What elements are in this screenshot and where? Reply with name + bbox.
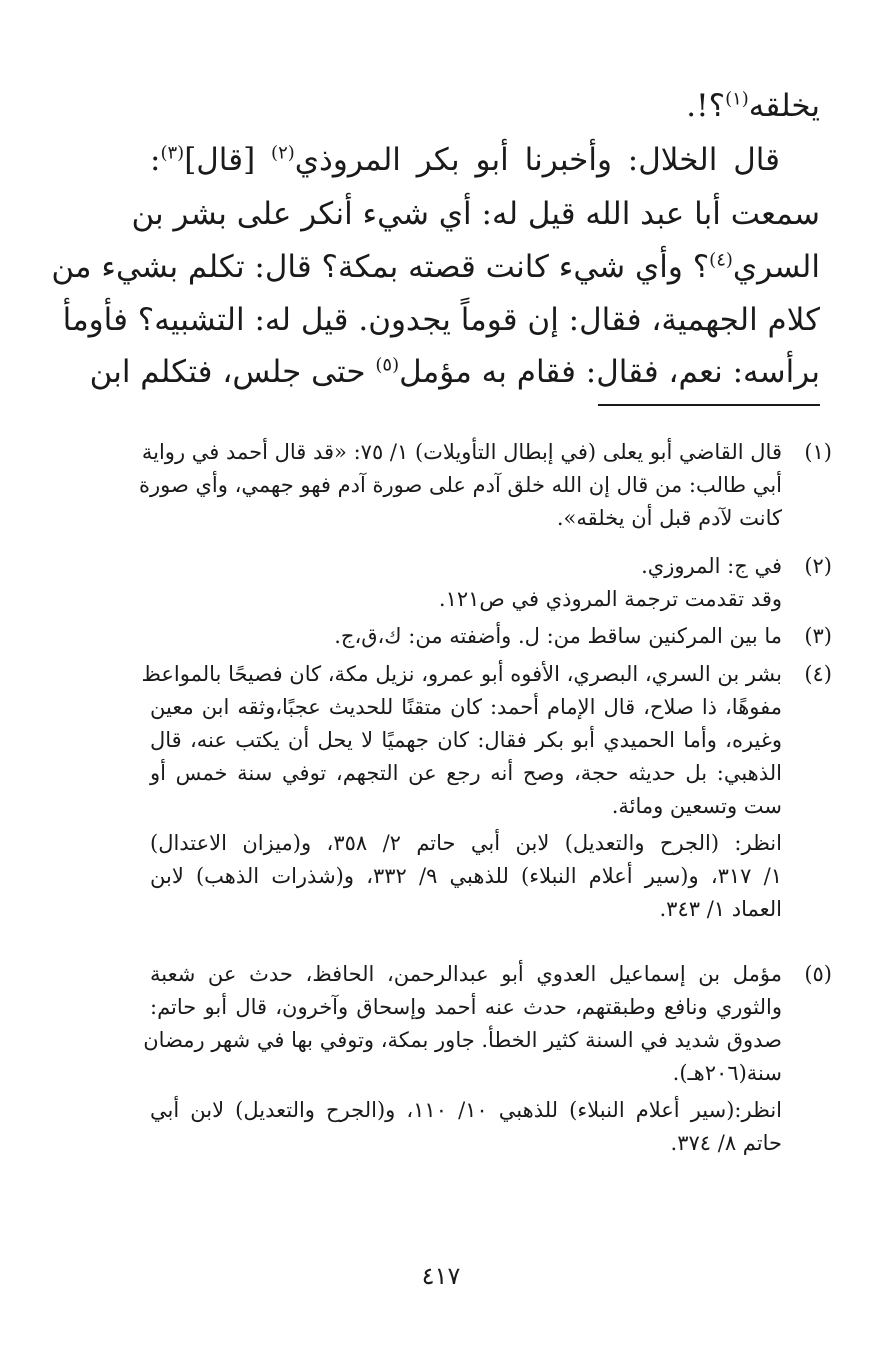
footnote-number: (٣) xyxy=(804,624,832,648)
footnote-line: وغيره، وأما الحميدي أبو بكر فقال: كان جهميًا لا يحل أن يكتب عنه، قال xyxy=(150,728,782,752)
footnote-body xyxy=(150,550,782,616)
main-text-segment: كلام الجهمية، فقال: إن قوماً يجدون. قيل له: التشبيه؟ فأومأ xyxy=(62,302,820,338)
main-text-line-3 xyxy=(131,190,820,238)
footnote-ref-2: (٢) xyxy=(271,142,295,164)
footnote-separator xyxy=(598,404,820,406)
footnote-line: في ج: المروزي. xyxy=(641,554,782,578)
main-text-segment: : xyxy=(150,142,161,178)
footnote-line: انظر: (الجرح والتعديل) لابن أبي حاتم ٢/ ٣٥٨، و(ميزان الاعتدال) xyxy=(150,831,782,855)
main-text-segment: قال الخلال: وأخبرنا أبو بكر المروذي xyxy=(294,142,780,178)
main-text-segment: حتى جلس، فتكلم ابن xyxy=(89,354,376,390)
main-text-word: يخلقه xyxy=(748,88,820,124)
footnote-ref-1: (١) xyxy=(725,88,749,110)
footnote-2 xyxy=(150,550,832,616)
main-text-punct: ؟!. xyxy=(686,88,726,124)
footnote-3 xyxy=(150,620,832,653)
footnote-line: أبي طالب: من قال إن الله خلق آدم على صورة آدم فهو جهمي، وأي صورة xyxy=(139,473,782,497)
footnote-line: كانت لآدم قبل أن يخلقه». xyxy=(556,506,782,530)
main-text-line-1 xyxy=(150,82,820,130)
footnote-ref-4: (٤) xyxy=(709,249,733,271)
footnote-body xyxy=(139,436,782,535)
footnote-body xyxy=(150,620,782,653)
main-text-line-6 xyxy=(89,348,820,396)
footnote-line: صدوق شديد في السنة كثير الخطأ. جاور بمكة، وتوفي بها في شهر رمضان xyxy=(143,1028,782,1052)
footnote-number: (٥) xyxy=(804,962,832,986)
footnote-line: مفوهًا، ذا صلاح، قال الإمام أحمد: كان متقنًا للحديث عجبًا،وثقه ابن معين xyxy=(150,695,782,719)
footnote-4 xyxy=(141,658,832,926)
footnote-ref-3: (٣) xyxy=(160,142,185,164)
footnote-ref-5: (٥) xyxy=(375,354,400,376)
main-text-segment: السري xyxy=(732,249,820,285)
footnote-line: مؤمل بن إسماعيل العدوي أبو عبدالرحمن، الحافظ، حدث عن شعبة xyxy=(150,962,782,986)
footnote-body xyxy=(141,658,782,926)
footnote-body xyxy=(143,958,782,1160)
footnote-line: والثوري ونافع وطبقتهم، حدث عنه أحمد وإسحاق وآخرون، قال أبو حاتم: xyxy=(150,995,782,1019)
footnote-line: حاتم ٨/ ٣٧٤. xyxy=(670,1131,782,1155)
main-text-segment: برأسه: نعم، فقال: فقام به مؤمل xyxy=(399,354,820,390)
main-text-line-4 xyxy=(51,243,820,291)
main-text-line-2 xyxy=(150,136,820,184)
main-text-line-5 xyxy=(62,296,820,344)
footnote-line: وقد تقدمت ترجمة المروذي في ص١٢١. xyxy=(438,587,782,611)
footnote-number: (٢) xyxy=(804,554,832,578)
footnote-5 xyxy=(143,958,832,1160)
footnote-line: العماد ١/ ٣٤٣. xyxy=(659,897,782,921)
footnote-number: (٤) xyxy=(804,662,832,686)
footnote-line: الذهبي: بل حديثه حجة، وصح أنه رجع عن التجهم، توفي سنة خمس أو xyxy=(150,761,782,785)
footnote-line: انظر:(سير أعلام النبلاء) للذهبي ١٠/ ١١٠، و(الجرح والتعديل) لابن أبي xyxy=(150,1098,782,1122)
footnote-line: ١/ ٣١٧، و(سير أعلام النبلاء) للذهبي ٩/ ٣٣٢، و(شذرات الذهب) لابن xyxy=(150,864,782,888)
footnote-line: ما بين المركنين ساقط من: ل. وأضفته من: ك،ق،ج. xyxy=(334,624,782,648)
footnote-1 xyxy=(139,436,832,535)
main-text-segment: سمعت أبا عبد الله قيل له: أي شيء أنكر على بشر بن xyxy=(131,196,820,232)
footnote-line: بشر بن السري، البصري، الأفوه أبو عمرو، نزيل مكة، كان فصيحًا بالمواعظ xyxy=(141,662,782,686)
footnote-line: سنة(٢٠٦هـ). xyxy=(672,1061,782,1085)
main-text-segment: [قال] xyxy=(184,142,272,178)
footnote-line: ست وتسعين ومائة. xyxy=(611,794,782,818)
footnote-number: (١) xyxy=(804,440,832,464)
main-text-segment: ؟ وأي شيء كانت قصته بمكة؟ قال: تكلم بشيء من xyxy=(51,249,710,285)
page-number: ٤١٧ xyxy=(421,1262,461,1290)
footnote-line: قال القاضي أبو يعلى (في إبطال التأويلات) ١/ ٧٥: «قد قال أحمد في رواية xyxy=(141,440,782,464)
